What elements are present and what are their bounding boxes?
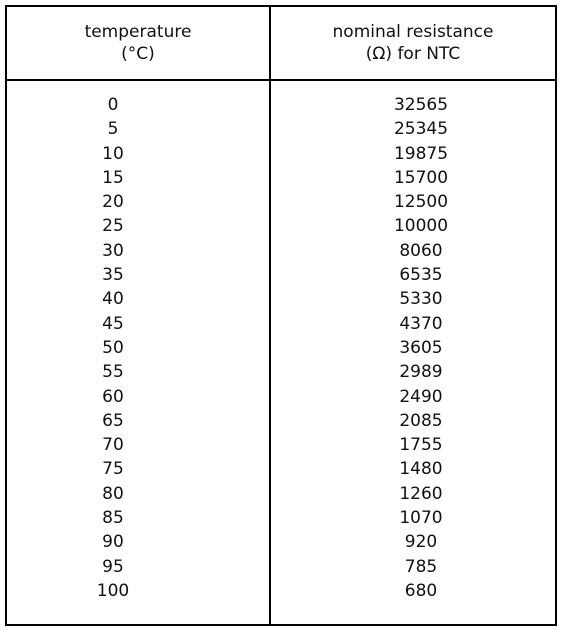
resistance-cell: 1755 [399, 435, 443, 456]
temperature-cell: 80 [102, 483, 124, 504]
resistance-cell: 8060 [399, 240, 443, 261]
temperature-header-label: temperature [84, 22, 192, 42]
resistance-column [271, 93, 561, 603]
resistance-cell: 10000 [393, 216, 449, 237]
temperature-cell: 30 [102, 240, 124, 261]
temperature-cell: 10 [102, 143, 124, 164]
temperature-cell: 20 [102, 192, 124, 213]
resistance-header [271, 21, 555, 65]
resistance-cell: 1480 [399, 459, 443, 480]
temperature-cell: 35 [102, 265, 124, 286]
resistance-header-label: nominal resistance [332, 22, 494, 42]
resistance-cell: 2490 [399, 386, 443, 407]
temperature-cell: 50 [102, 337, 124, 358]
resistance-cell: 12500 [393, 192, 449, 213]
temperature-cell: 25 [102, 216, 124, 237]
resistance-cell: 32565 [393, 95, 449, 115]
temperature-cell: 95 [102, 556, 124, 577]
resistance-cell: 680 [404, 580, 438, 601]
temperature-cell: 55 [102, 362, 124, 383]
temperature-column [7, 93, 219, 603]
resistance-cell: 3605 [399, 337, 443, 358]
resistance-header-unit: (Ω) for NTC [365, 44, 461, 64]
resistance-cell: 19875 [393, 143, 449, 164]
ntc-resistance-table [5, 5, 557, 626]
temperature-cell: 40 [102, 289, 124, 310]
temperature-header [7, 21, 269, 65]
resistance-cell: 1070 [399, 508, 443, 529]
temperature-cell: 90 [102, 532, 124, 553]
header-divider [7, 79, 555, 81]
resistance-cell: 6535 [399, 265, 443, 286]
temperature-cell: 60 [102, 386, 124, 407]
resistance-cell: 5330 [399, 289, 443, 310]
temperature-cell: 45 [102, 313, 124, 334]
temperature-header-unit: (°C) [121, 44, 155, 64]
resistance-cell: 15700 [393, 167, 449, 188]
resistance-cell: 4370 [399, 313, 443, 334]
resistance-cell: 2085 [399, 410, 443, 431]
resistance-cell: 25345 [393, 119, 449, 140]
resistance-cell: 1260 [399, 483, 443, 504]
resistance-cell: 785 [404, 556, 438, 577]
temperature-cell: 15 [102, 167, 124, 188]
resistance-cell: 2989 [399, 362, 443, 383]
temperature-cell: 85 [102, 508, 124, 529]
temperature-cell: 75 [102, 459, 124, 480]
temperature-cell: 65 [102, 410, 124, 431]
temperature-cell: 100 [96, 580, 130, 601]
temperature-cell: 70 [102, 435, 124, 456]
resistance-cell: 920 [404, 532, 438, 553]
temperature-cell: 0 [107, 95, 119, 115]
temperature-cell: 5 [107, 119, 119, 140]
